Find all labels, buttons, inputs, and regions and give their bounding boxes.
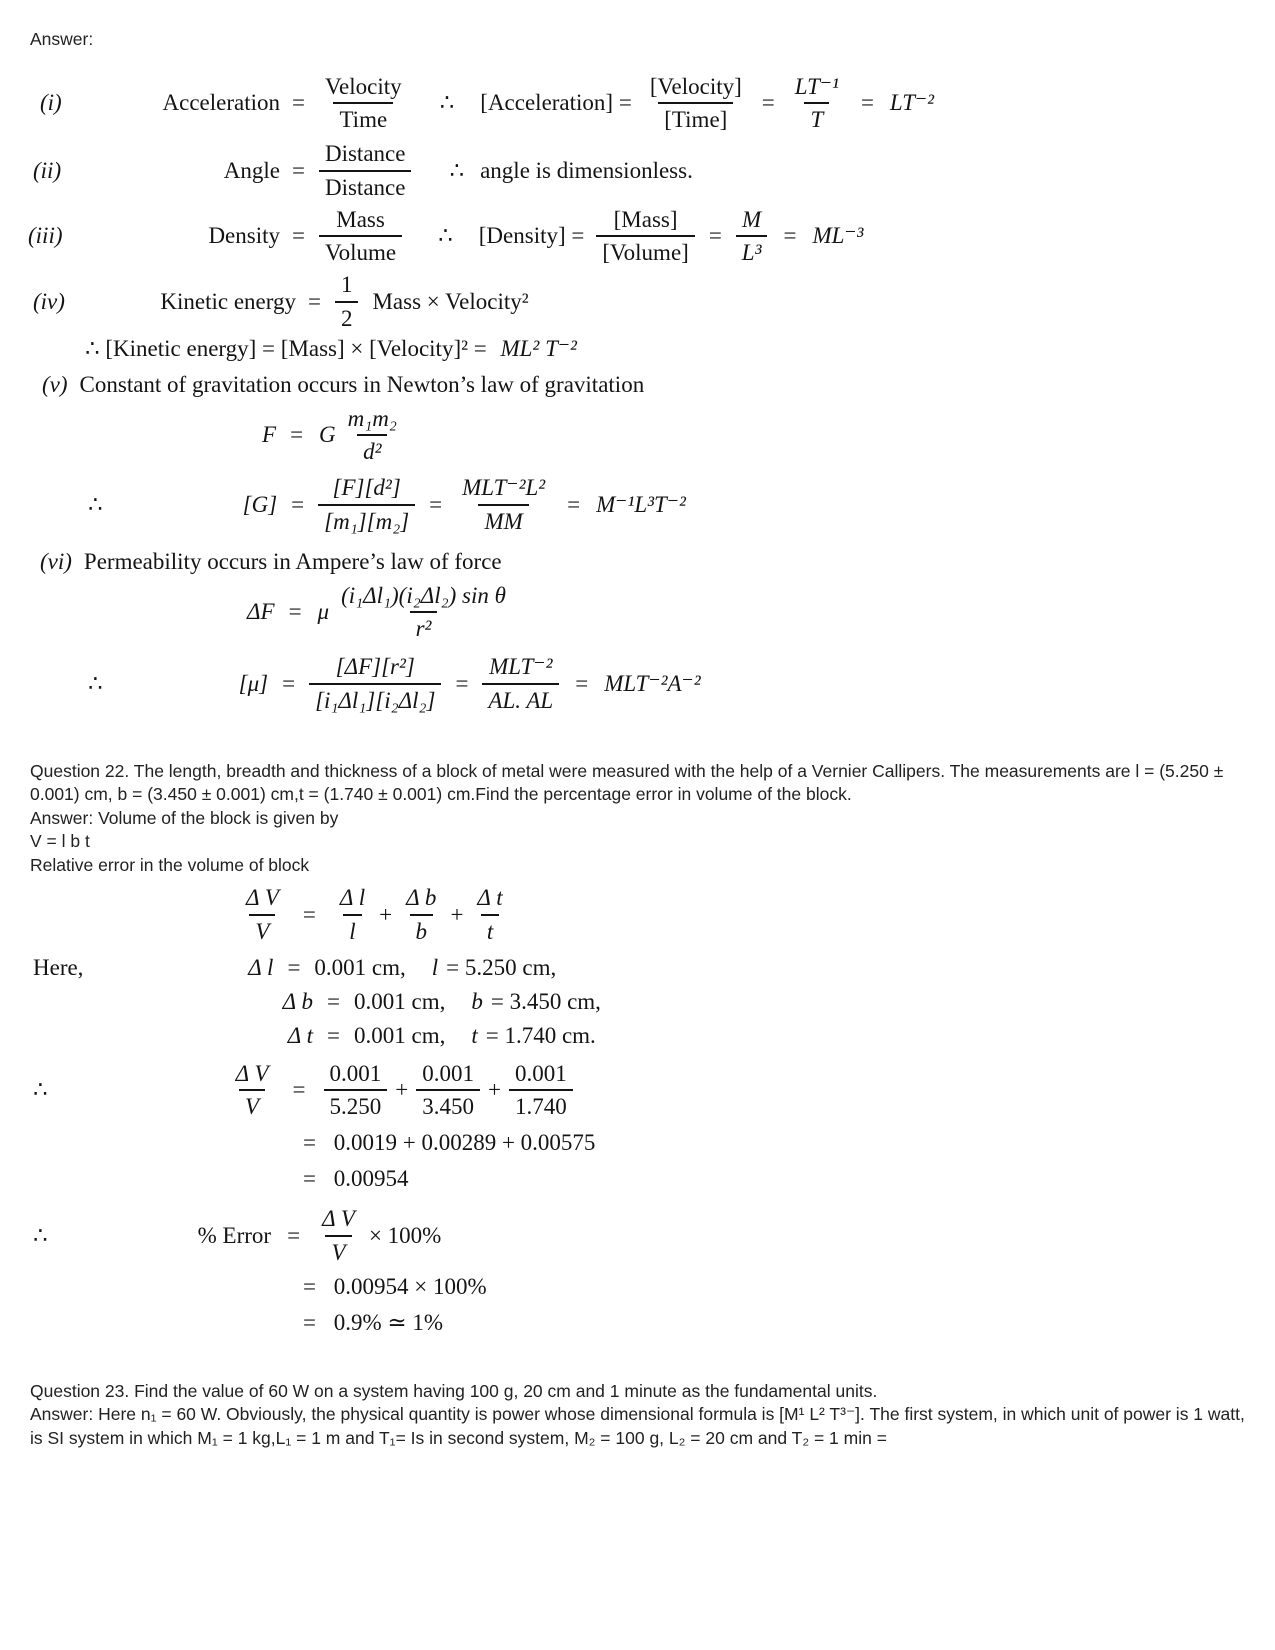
fraction-denominator: d² xyxy=(357,434,387,465)
m-l3-fraction xyxy=(736,207,768,267)
fraction-numerator: Δ V xyxy=(322,1206,355,1231)
values-row-t xyxy=(0,1023,1275,1049)
therefore-symbol: ∴ xyxy=(88,491,103,517)
fraction-numerator: [ΔF][r²] xyxy=(335,654,415,679)
fraction-numerator: Δ t xyxy=(477,885,503,910)
therefore-symbol: ∴ xyxy=(438,223,453,249)
question-23-answer-text: Answer: Here n₁ = 60 W. Obviously, the physical quantity is power whose dimensional formula is [M¹ L² T³⁻]. The first system, in which unit of power is 1 watt, is SI system in which M₁ = 1 kg,L₁ = 1 m and T₁= Is in second system, M₂ = 100 g, L₂ = 20 cm and T₂ = 1 min = xyxy=(30,1404,1245,1448)
fraction-numerator: 0.001 xyxy=(329,1060,382,1086)
df-r2-over-elements-fraction xyxy=(309,654,441,714)
g-dimension-row xyxy=(0,475,1275,535)
force-symbol: F xyxy=(262,422,277,448)
kinetic-energy-dimension-result: ML² T⁻² xyxy=(500,335,577,361)
delta-l-value: 0.001 cm, xyxy=(314,954,406,980)
total-value: 0.00954 xyxy=(333,1166,409,1191)
fraction-denominator: 1.740 xyxy=(509,1089,573,1120)
equals-sign: = xyxy=(292,1077,306,1103)
equals-sign: = xyxy=(292,90,305,116)
fraction-denominator: V xyxy=(239,1089,265,1120)
dv-v-fraction xyxy=(230,1061,275,1121)
equals-sign: = xyxy=(292,157,305,183)
therefore-symbol: ∴ xyxy=(439,90,455,116)
fraction-numerator: [Mass] xyxy=(613,206,678,232)
mass-velocity-squared-term: Mass × Velocity² xyxy=(372,288,529,314)
kinetic-energy-term: Kinetic energy xyxy=(160,288,296,314)
question-22-text: Question 22. The length, breadth and thickness of a block of metal were measured with the help of a Vernier Callipers. The measurements are l = (5.250 ± 0.001) cm, b = (3.450 ± 0.001) cm,t = (1.740 ± 0.001) cm.Find the percentage error in volume of the block. xyxy=(30,760,1224,804)
fraction-numerator: Mass xyxy=(336,206,385,232)
dimensionless-note: angle is dimensionless. xyxy=(480,157,693,183)
plus-sign: + xyxy=(395,1077,409,1103)
fraction-numerator: Velocity xyxy=(324,73,402,99)
dt-t-fraction xyxy=(471,885,508,945)
values-row-l xyxy=(0,955,1275,981)
mass-volume-fraction xyxy=(319,207,402,267)
relative-error-formula-row xyxy=(0,885,1275,945)
fraction-numerator: (i₁Δl₁)(i₂Δl₂) sin θ xyxy=(341,582,506,608)
question-23-text: Question 23. Find the value of 60 W on a system having 100 g, 20 cm and 1 minute as the fundamental units. xyxy=(30,1380,878,1401)
permeability-heading-text: Permeability occurs in Ampere’s law of force xyxy=(83,548,502,574)
fraction-numerator: M xyxy=(742,206,762,232)
m1m2-d2-fraction xyxy=(342,406,403,466)
mlt-mm-fraction xyxy=(456,475,551,535)
percent-result-line xyxy=(0,1310,1275,1336)
fraction-numerator: MLT⁻² xyxy=(489,654,553,679)
kinetic-energy-dimension-line xyxy=(0,336,1275,362)
equals-sign: = xyxy=(292,223,305,249)
mu-dimension-row xyxy=(0,654,1275,714)
percent-result-value: 0.9% ≃ 1% xyxy=(333,1309,444,1335)
dv-v-fraction xyxy=(316,1206,361,1266)
delta-t-value: 0.001 cm, xyxy=(353,1022,446,1048)
equals-sign: = xyxy=(290,422,304,448)
fraction-numerator: Distance xyxy=(324,141,406,166)
relative-error-line: Relative error in the volume of block xyxy=(30,854,310,875)
angle-row xyxy=(0,141,1275,201)
equals-sign: = xyxy=(303,1130,316,1155)
fraction-0001-1740 xyxy=(509,1061,573,1121)
equals-sign: = xyxy=(287,1222,301,1248)
fraction-numerator: MLT⁻²L² xyxy=(462,475,546,500)
equals-sign: = xyxy=(455,670,469,696)
fraction-denominator: 2 xyxy=(335,301,359,332)
fraction-0001-5250 xyxy=(324,1061,388,1121)
fraction-denominator: AL. AL xyxy=(482,683,559,714)
delta-f-symbol: ΔF xyxy=(247,599,275,625)
kinetic-energy-dimension-pre: ∴ [Kinetic energy] = [Mass] × [Velocity]² = xyxy=(85,335,487,361)
gravitation-constant-symbol: G xyxy=(319,422,336,448)
equals-sign: = xyxy=(327,1022,340,1048)
density-term: Density xyxy=(208,223,280,249)
plus-sign: + xyxy=(379,901,393,927)
fraction-denominator: T xyxy=(804,102,829,133)
delta-b-value: 0.001 cm, xyxy=(353,988,446,1014)
item-iv-label: (iv) xyxy=(33,288,65,314)
db-b-fraction xyxy=(400,885,442,945)
fraction-denominator: b xyxy=(410,914,434,945)
acceleration-bracket-eq: [Acceleration] = xyxy=(480,90,632,116)
substitution-row xyxy=(0,1061,1275,1121)
plus-sign: + xyxy=(488,1077,501,1103)
equals-sign: = xyxy=(761,90,775,116)
equals-sign: = xyxy=(308,288,321,314)
plus-sign: + xyxy=(450,901,464,927)
fraction-numerator: Δ V xyxy=(246,885,279,910)
percent-calc-value: 0.00954 × 100% xyxy=(333,1273,487,1299)
fraction-numerator: [F][d²] xyxy=(332,475,401,500)
fraction-numerator: 1 xyxy=(340,272,353,297)
sum-values: 0.0019 + 0.00289 + 0.00575 xyxy=(333,1130,596,1155)
answer-label: Answer: xyxy=(30,29,94,49)
fraction-denominator: Time xyxy=(333,102,393,133)
fraction-denominator: V xyxy=(325,1235,351,1266)
fraction-denominator: [i₁Δl₁][i₂Δl₂] xyxy=(309,683,441,714)
l-symbol: l xyxy=(431,954,439,980)
t-value: = 1.740 cm. xyxy=(485,1022,596,1048)
angle-term: Angle xyxy=(223,157,280,183)
fraction-numerator: m₁m₂ xyxy=(347,405,397,431)
fraction-denominator: l xyxy=(343,914,361,945)
fraction-0001-3450 xyxy=(416,1061,480,1121)
dl-l-fraction xyxy=(334,885,371,945)
percent-calc-line xyxy=(0,1274,1275,1300)
here-label: Here, xyxy=(33,954,84,980)
fraction-numerator: Δ V xyxy=(235,1060,269,1086)
mlt-alal-fraction xyxy=(482,654,559,714)
therefore-symbol: ∴ xyxy=(449,157,465,183)
acceleration-row xyxy=(0,74,1275,134)
kinetic-energy-row xyxy=(0,272,1275,332)
item-vi-label: (vi) xyxy=(40,548,72,574)
current-elements-fraction xyxy=(335,583,512,643)
fraction-numerator: LT⁻¹ xyxy=(794,73,839,99)
density-row xyxy=(0,207,1275,267)
delta-b-symbol: Δ b xyxy=(282,988,313,1014)
gravitation-heading xyxy=(0,372,1275,398)
g-bracket-symbol: [G] xyxy=(242,491,278,517)
bracket-velocity-time-fraction xyxy=(644,74,748,134)
lt-fraction xyxy=(789,74,845,134)
gravitation-heading-text: Constant of gravitation occurs in Newton’s law of gravitation xyxy=(79,371,645,397)
g-dimension-result: M⁻¹L³T⁻² xyxy=(596,491,686,517)
equals-sign: = xyxy=(783,223,797,249)
fraction-numerator: [Velocity] xyxy=(649,73,742,99)
fraction-denominator: V xyxy=(249,914,275,945)
density-bracket-eq: [Density] = xyxy=(478,223,585,249)
equals-sign: = xyxy=(429,491,443,517)
question-22-answer-intro: Answer: Volume of the block is given by xyxy=(30,807,339,828)
mu-bracket-symbol: [μ] xyxy=(238,670,269,696)
newton-law-formula-row xyxy=(0,406,1275,466)
equals-sign: = xyxy=(575,670,589,696)
fraction-denominator: 3.450 xyxy=(416,1089,480,1120)
equals-sign: = xyxy=(303,1166,316,1191)
delta-t-symbol: Δ t xyxy=(287,1022,313,1048)
item-v-label: (v) xyxy=(42,371,68,397)
velocity-time-fraction xyxy=(319,74,408,134)
fraction-denominator: Distance xyxy=(319,170,411,201)
dv-v-fraction xyxy=(240,885,285,945)
equals-sign: = xyxy=(708,223,722,249)
fraction-denominator: t xyxy=(481,914,499,945)
volume-formula-line: V = l b t xyxy=(30,831,90,851)
equals-sign: = xyxy=(302,901,316,927)
fraction-numerator: 0.001 xyxy=(422,1060,474,1086)
percent-error-label: % Error xyxy=(197,1222,272,1248)
fraction-denominator: [Time] xyxy=(658,102,733,133)
bracket-mass-volume-fraction xyxy=(596,207,694,267)
t-symbol: t xyxy=(471,1022,478,1048)
l-value: = 5.250 cm, xyxy=(446,954,557,980)
equals-sign: = xyxy=(303,1309,316,1335)
sum-line xyxy=(0,1130,1275,1156)
one-half-fraction xyxy=(335,272,359,332)
equals-sign: = xyxy=(860,90,874,116)
therefore-symbol: ∴ xyxy=(88,670,103,696)
fraction-denominator: MM xyxy=(478,504,528,535)
fraction-denominator: r² xyxy=(410,611,438,642)
equals-sign: = xyxy=(567,491,581,517)
ampere-law-formula-row xyxy=(0,583,1275,643)
mu-symbol: μ xyxy=(317,599,330,625)
acceleration-term: Acceleration xyxy=(162,90,280,116)
equals-sign: = xyxy=(287,954,301,980)
percent-error-row xyxy=(0,1206,1275,1266)
acceleration-dimension-result: LT⁻² xyxy=(889,90,935,116)
equals-sign: = xyxy=(291,491,305,517)
density-dimension-result: ML⁻³ xyxy=(812,223,864,249)
equals-sign: = xyxy=(327,988,340,1014)
therefore-symbol: ∴ xyxy=(33,1222,48,1248)
fraction-numerator: 0.001 xyxy=(514,1060,567,1086)
distance-distance-fraction xyxy=(319,141,411,201)
item-ii-label: (ii) xyxy=(33,157,62,183)
item-i-label: (i) xyxy=(40,90,62,116)
times-100-label: × 100% xyxy=(368,1222,442,1248)
therefore-symbol: ∴ xyxy=(33,1077,48,1103)
f-d2-over-m1m2-fraction xyxy=(318,475,415,535)
total-line xyxy=(0,1166,1275,1192)
b-symbol: b xyxy=(471,988,483,1014)
item-iii-label: (iii) xyxy=(28,223,63,249)
equals-sign: = xyxy=(303,1273,316,1299)
delta-l-symbol: Δ l xyxy=(248,954,274,980)
equals-sign: = xyxy=(282,670,296,696)
fraction-denominator: [m₁][m₂] xyxy=(318,504,415,535)
mu-dimension-result: MLT⁻²A⁻² xyxy=(604,670,701,696)
fraction-denominator: 5.250 xyxy=(324,1089,388,1120)
fraction-numerator: Δ l xyxy=(339,885,366,910)
fraction-denominator: [Volume] xyxy=(596,235,694,266)
fraction-denominator: Volume xyxy=(319,235,402,266)
permeability-heading xyxy=(0,549,1275,575)
b-value: = 3.450 cm, xyxy=(490,988,601,1014)
fraction-numerator: Δ b xyxy=(406,885,437,910)
fraction-denominator: L³ xyxy=(736,235,768,266)
equals-sign: = xyxy=(288,599,302,625)
values-row-b xyxy=(0,989,1275,1015)
